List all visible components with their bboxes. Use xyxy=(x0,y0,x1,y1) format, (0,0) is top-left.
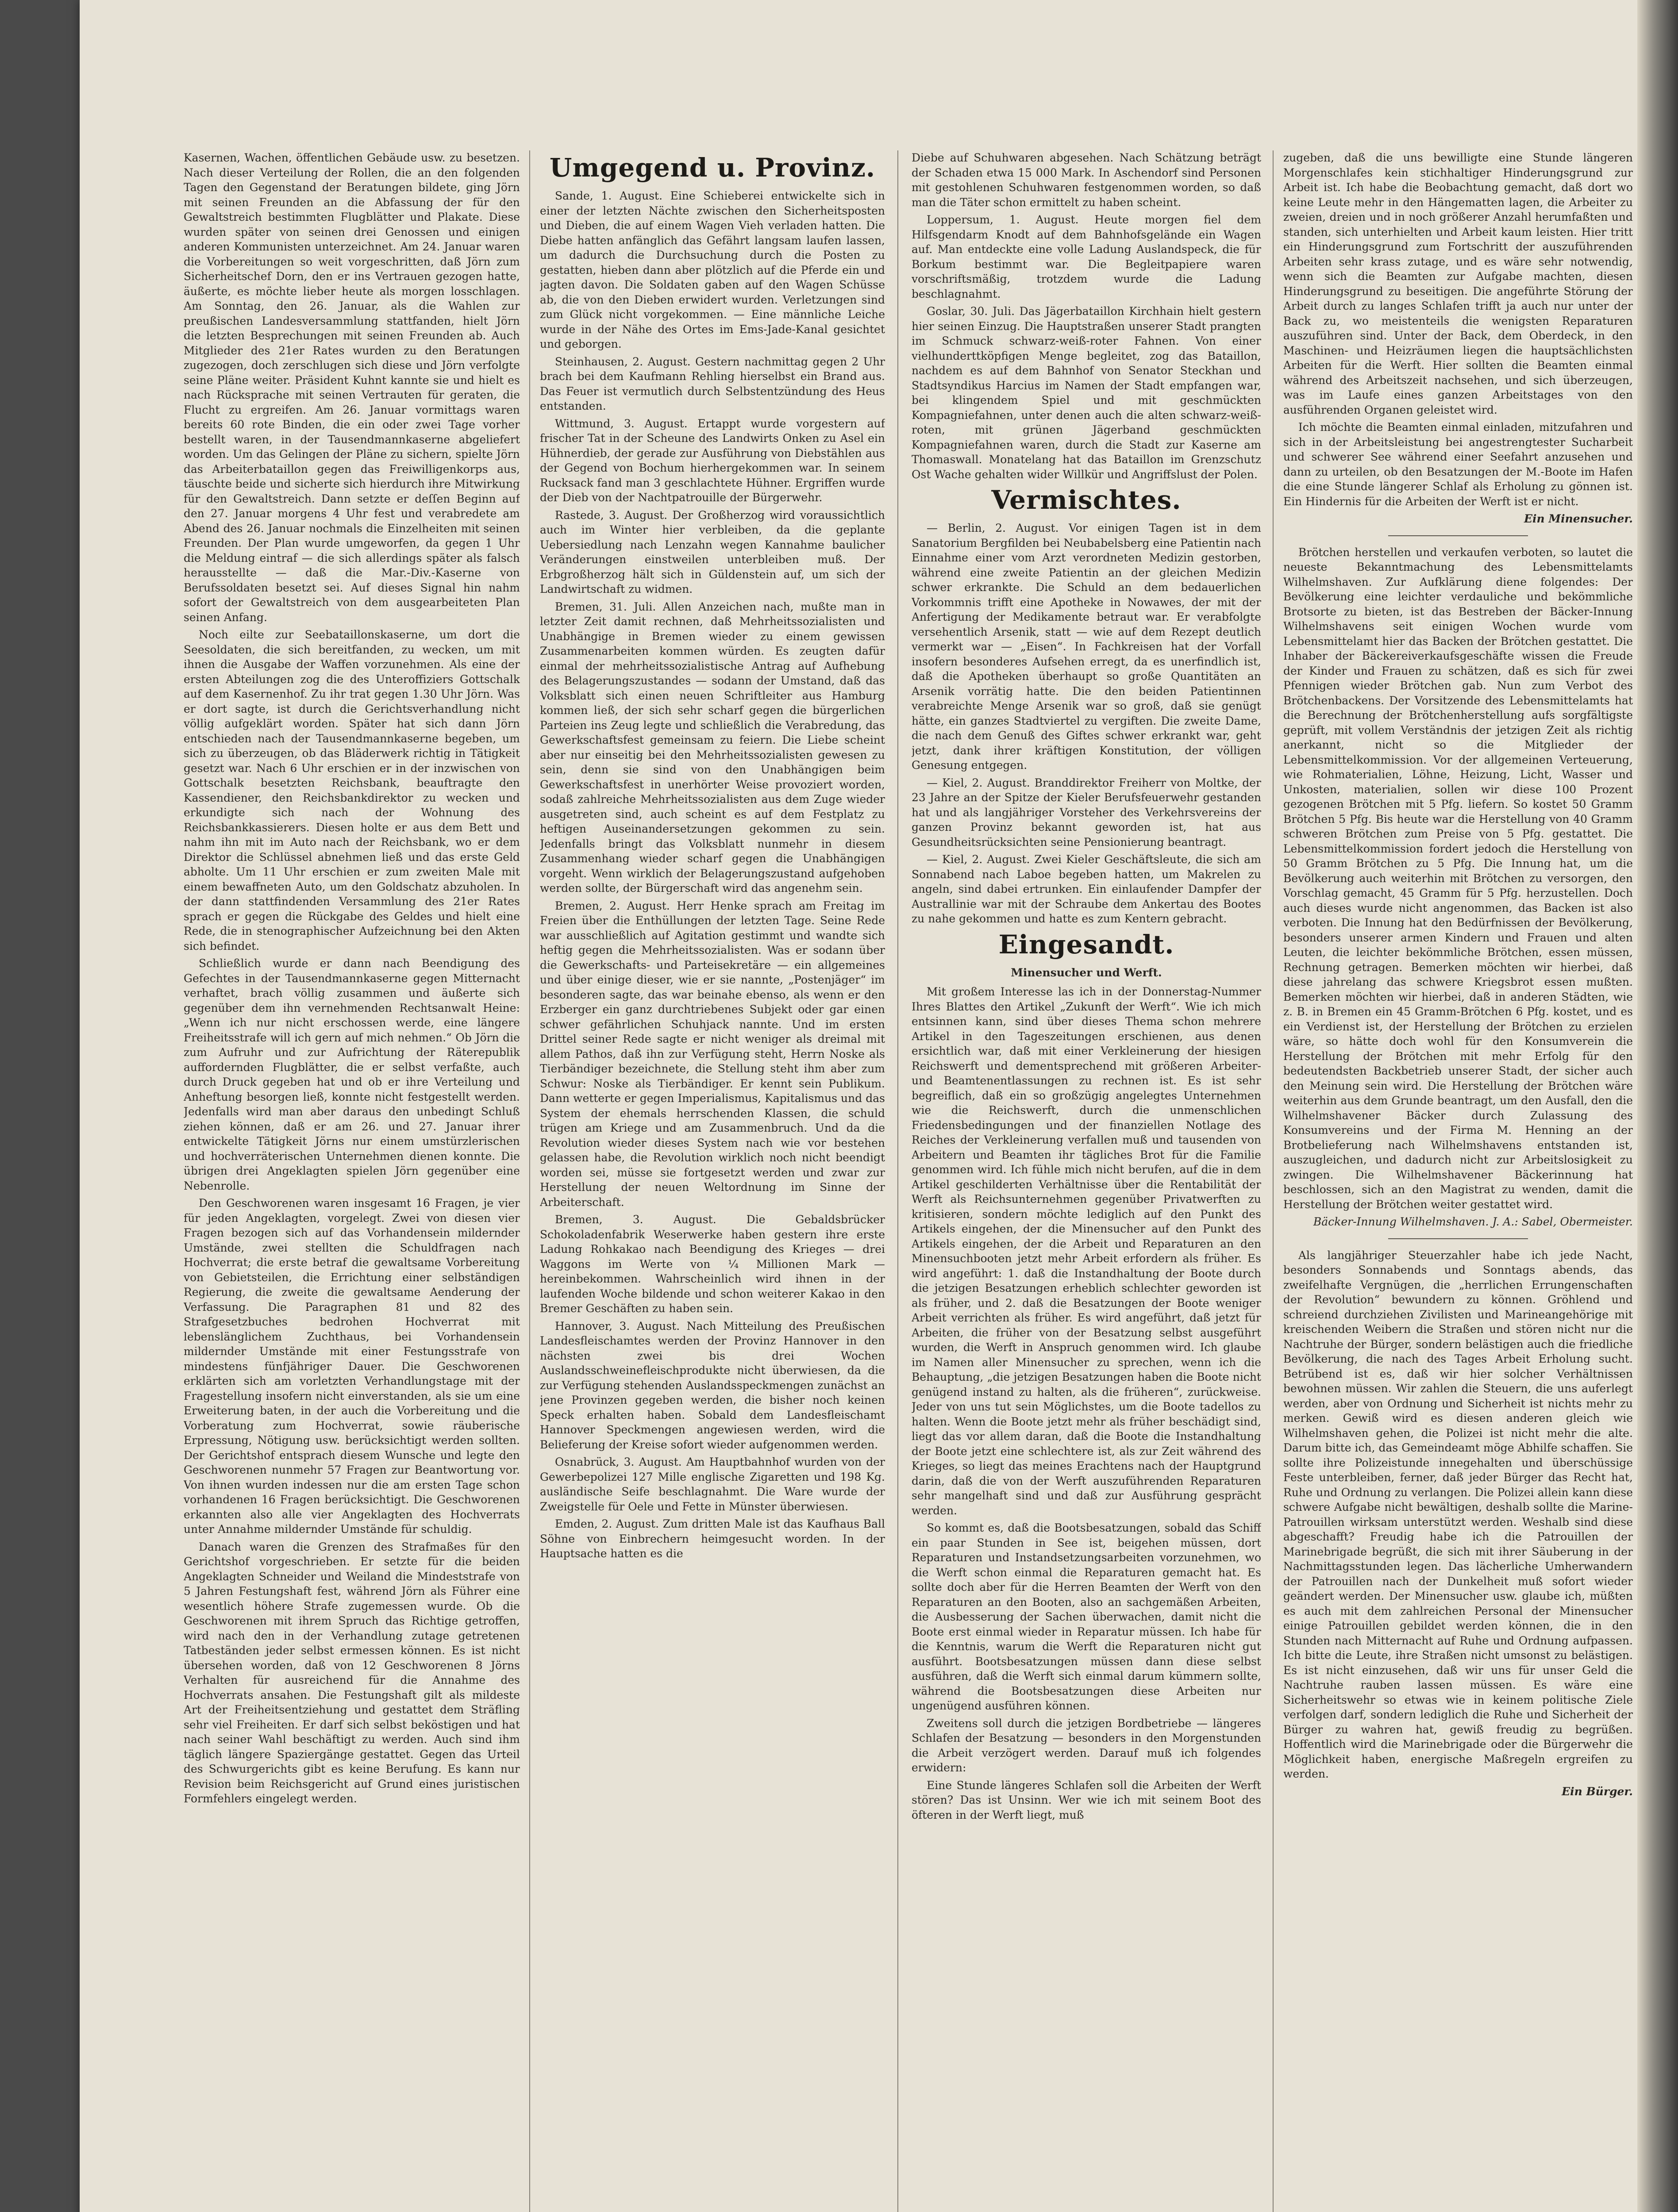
letter-paragraph: zugeben, daß die uns bewilligte eine Stunde längeren Morgenschlafes kein stichhaltiger Hinderungsgrund zur Arbeit ist. Ich habe die Beobachtung gemacht, daß dort wo keine Leute mehr in den Hängematten lagen, die Arbeiter zu zweien, dreien und in noch größerer Anzahl herumfaßten und standen, sich unterhielten und Arbeit kaum leisten. Hier tritt ein Hinderungsgrund zum Fortschritt der auszuführenden Arbeiten sehr krass zutage, und es wäre sehr notwendig, wenn sich die Beamten zur Aufgabe machten, diesen Hinderungsgrund zu beseitigen. Die angeführte Störung der Arbeit durch zu langes Schlafen trifft ja auch nur unter der Back zu, wo meistenteils die wenigsten Reparaturen auszuführen sind. Unter der Back, dem Oberdeck, in den Maschinen- und Heizräumen liegen die hauptsächlichsten Arbeiten für die Werft. Hier sollten die Beamten einmal während des Arbeitszeit nachsehen, und sich überzeugen, was im Laufe eines ganzen Arbeitstages von den ausführenden Organen geleistet wird. xyxy=(1283,151,1633,416)
column-1 xyxy=(184,150,520,2212)
article-paragraph: Kasernen, Wachen, öffentlichen Gebäude usw. zu besetzen. Nach dieser Verteilung der Rollen, die an den folgenden Tagen den Gegenstand der Beratungen bildete, ging Jörn mit seinen Freunden an die Abfassung der für den Gewaltstreich bestimmten Flugblätter und Plakate. Diese wurden später von seinen drei Genossen und einigen anderen Kommunisten unterzeichnet. Am 24. Januar waren die Vorbereitungen so weit vorgeschritten, daß Jörn zum Sicherheitschef Dorn, den er ins Vertrauen gezogen hatte, äußerte, es möchte lieber heute als morgen losschlagen. Am Sonntag, den 26. Januar, als die Wahlen zur preußischen Landesversammlung stattfanden, hielt Jörn die letzten Besprechungen mit seinen Freunden ab. Auch Mitglieder des 21er Rates wurden zu den Beratungen zugezogen, doch zerschlugen sich diese und Jörn verfolgte seine Pläne weiter. Präsident Kuhnt kannte sie und hielt es nach Rücksprache mit seinen Vertrauten für geraten, die Flucht zu ergreifen. Am 26. Januar vormittags waren bereits 60 rote Binden, die ein oder zwei Tage vorher bestellt waren, in der Tausendmannkaserne abgeliefert worden. Um das Gelingen der Pläne zu sichern, spielte Jörn das Arbeiterbataillon gegen das Freiwilligenkorps aus, täuschte beide und sicherte sich hierdurch ihre Mitwirkung für den Gewaltstreich. Dann setzte er deſſen Beginn auf den 27. Januar morgens 4 Uhr fest und verabredete am Abend des 26. Januar nochmals die Einzelheiten mit seinen Freunden. Der Plan wurde umgeworfen, da gegen 1 Uhr die Meldung eintraf — die sich allerdings später als falsch herausstellte — daß die Mar.-Div.-Kaserne von Berufssoldaten besetzt sei. Auf dieses Signal hin nahm sofort der Gewaltstreich von dem ausgearbeiteten Plan seinen Anfang. xyxy=(184,151,520,624)
news-item: Bremen, 2. August. Herr Henke sprach am Freitag im Freien über die Enthüllungen der letzten Tage. Seine Rede war ausschließlich auf Agitation gestimmt und wandte sich heftig gegen die Mehrheitssozialisten. Was er sodann über die Gewerkschafts- und Parteisekretäre — ein allgemeines und über einige dieser, wie er sie nannte, „Postenjäger“ im besonderen sagte, das war beinahe ebenso, als wenn er den Erzberger ein ganz durchtriebenes Subjekt oder gar einen schwer gefährlichen Schuhjack nannte. Und im ersten Drittel seiner Rede sagte er nicht weniger als dreimal mit allem Pathos, daß ihn zur Verfügung steht, Herrn Noske als Tierbändiger bezeichnete, die Stellung steht ihm aber zum Schwur: Noske als Tierbändiger. Er kennt sein Publikum. Dann wetterte er gegen Imperialismus, Kapitalismus und das System der ehemals herrschenden Klassen, die schuld trügen am Kriege und am Zusammenbruch. Und da die Revolution wieder dieses System nach wie vor bestehen gelassen habe, die Revolution wirklich noch nicht beendigt worden sei, müsse sie fortgesetzt werden und zwar zur Herstellung der neuen Weltordnung im Sinne der Arbeiterschaft. xyxy=(540,899,885,1209)
article-paragraph: Schließlich wurde er dann nach Beendigung des Gefechtes in der Tausendmannkaserne gegen Mitternacht verhaftet, brach völlig zusammen und äußerte sich gegenüber dem ihn vernehmenden Rechtsanwalt Heine: „Wenn ich nur nicht erschossen werde, eine längere Freiheitsstrafe will ich gern auf mich nehmen.“ Ob Jörn die zum Aufruhr und zur Aufrichtung der Räterepublik auffordernden Flugblätter, die er selbst verfaßte, auch durch Druck gegeben hat und ob er ihre Verteilung und Anheftung besorgen ließ, konnte nicht festgestellt werden. Jedenfalls wird man aber daraus den unbedingt Schluß ziehen können, daß er am 26. und 27. Januar ihrer entwickelte Tätigkeit Jörns nur einem umstürzlerischen und hochverräterischen Unternehmen dienen konnte. Die übrigen drei Angeklagten spielen Jörn gegenüber eine Nebenrolle. xyxy=(184,957,520,1192)
article-paragraph: Den Geschworenen waren insgesamt 16 Fragen, je vier für jeden Angeklagten, vorgelegt. Zwei von diesen vier Fragen bezogen sich auf das Vorhandensein mildernder Umstände, zwei stellten die Schuldfragen nach Hochverrat; die erste betraf die gewaltsame Vorbereitung von Gebietsteilen, die Errichtung einer selbständigen Regierung, die zweite die gewaltsame Aenderung der Verfassung. Die Paragraphen 81 und 82 des Strafgesetzbuches bedrohen Hochverrat mit lebenslänglichem Zuchthaus, bei Vorhandensein mildernder Umstände mit einer Festungsstrafe von mindestens fünfjähriger Dauer. Die Geschworenen erklärten sich am vorletzten Verhandlungstage mit der Fragestellung insofern nicht einverstanden, als sie um eine Erweiterung baten, in der auch die Vorbereitung und die Vorberatung zum Hochverrat, sowie räuberische Erpressung, Nötigung usw. berücksichtigt werden sollten. Der Gerichtshof entsprach diesem Wunsche und legte den Geschworenen nunmehr 57 Fragen zur Beantwortung vor. Von ihnen wurden indessen nur die am ersten Tage schon vorhandenen 16 Fragen berücksichtigt. Die Geschworenen erkannten also alle vier Angeklagten des Hochverrats unter Annahme mildernder Umstände für schuldig. xyxy=(184,1197,520,1536)
news-item: — Kiel, 2. August. Zwei Kieler Geschäftsleute, die sich am Sonnabend nach Laboe begeben hatten, um Makrelen zu angeln, sind dabei ertrunken. Ein einlaufender Dampfer der Australlinie war mit der Schraube dem Ankertau des Bootes zu nahe gekommen und hatte es zum Kentern gebracht. xyxy=(912,853,1261,925)
news-item: Goslar, 30. Juli. Das Jägerbataillon Kirchhain hielt gestern hier seinen Einzug. Die Hauptstraßen unserer Stadt prangten im Schmuck schwarz-weiß-roter Fahnen. Von einer vielhunderttköpfigen Menge begleitet, zog das Bataillon, nachdem es auf dem Bahnhof von Senator Steckhan und Stadtsyndikus Harcius im Namen der Stadt empfangen war, bei klingendem Spiel und mit geschmückten Kompagniefahnen, unter denen auch die alten schwarz-weiß-roten, mit grünen Jägerband geschmückten Kompagniefahnen waren, durch die Stadt zur Kaserne am Thomaswall. Monatelang hat das Bataillon im Grenzschutz Ost Wache gehalten wider Willkür und Angriffslust der Polen. xyxy=(912,305,1261,481)
page-edge xyxy=(1637,0,1678,2212)
news-item: Bremen, 3. August. Die Gebaldsbrücker Schokoladenfabrik Weserwerke haben gestern ihre erste Ladung Rohkakao nach Beendigung des Krieges — drei Waggons im Werte von ¼ Millionen Mark — hereinbekommen. Wahrscheinlich wird ihnen in der laufenden Woche bildende und schon weiterer Kakao in den Bremer Geschäften zu haben sein. xyxy=(540,1213,885,1315)
letter-paragraph: Mit großem Interesse las ich in der Donnerstag-Nummer Ihres Blattes den Artikel „Zukunft der Werft“. Wie ich mich entsinnen kann, sind über dieses Thema schon mehrere Artikel in den Tageszeitungen erschienen, aus denen ersichtlich war, daß mit einer Verkleinerung der hiesigen Reichswerft und dementsprechend mit größeren Arbeiter- und Beamtenentlassungen zu rechnen ist. Es ist sehr begreiflich, daß ein so großzügig angelegtes Unternehmen wie die Reichswerft, durch die unmenschlichen Friedensbedingungen und der finanziellen Notlage des Reiches der Verkleinerung verfallen muß und tausenden von Arbeitern und Beamten ihr tägliches Brot für die Familie genommen wird. Ich fühle mich nicht berufen, auf die in dem Artikel geschilderten Verhältnisse über die Rentabilität der Werft als Reichsunternehmen gegenüber Privatwerften zu kritisieren, sondern möchte lediglich auf den Punkt des Artikels eingehen, der die Minensucher auf den Punkt des Artikels eingehen, der die Arbeit und Reparaturen an den Minensuchbooten jetzt mehr Arbeit erfordern als früher. Es wird angeführt: 1. daß die Instandhaltung der Boote durch die jetzigen Besatzungen erheblich schlechter geworden ist als früher, und 2. daß die Besatzungen der Boote weniger Arbeit verrichten als früher. Es wird angeführt, daß jetzt für Arbeiten, die früher von der Besatzung selbst ausgeführt wurden, die Werft in Anspruch genommen wird. Ich glaube im Namen aller Minensucher zu sprechen, wenn ich die Behauptung, „die jetzigen Besatzungen haben die Boote nicht genügend instand zu halten, als die früheren“, zurückweise. Jeder von uns tut sein Möglichstes, um die Boote tadellos zu halten. Wenn die Boote jetzt mehr als früher beschädigt sind, liegt das vor allem daran, daß die Boote die Instandhaltung der Boote jetzt eine schlechtere ist, als zur Zeit während des Krieges, so liegt das meines Erachtens nach der Hauptgrund darin, daß die von der Werft auszuführenden Reparaturen sehr mangelhaft sind und daß zur Ausführung gesprächt werden. xyxy=(912,985,1261,1517)
news-item: Osnabrück, 3. August. Am Hauptbahnhof wurden von der Gewerbepolizei 127 Mille englische Zigaretten und 198 Kg. ausländische Seife beschlagnahmt. Die Ware wurde der Zweigstelle für Oele und Fette in Münster überwiesen. xyxy=(540,1455,885,1513)
letter-paragraph: Zweitens soll durch die jetzigen Bordbetriebe — längeres Schlafen der Besatzung — besonders in den Morgenstunden die Arbeit verzögert werden. Darauf muß ich folgendes erwidern: xyxy=(912,1717,1261,1774)
letter-paragraph: Als langjähriger Steuerzahler habe ich jede Nacht, besonders Sonnabends und Sonntags abends, das zweifelhafte Vergnügen, die „herrlichen Errungenschaften der Revolution“ bewundern zu können. Gröhlend und schreiend durchziehen Zivilisten und Marineangehörige mit kreischenden Weibern die Straßen und stören nicht nur die Nachtruhe der Bürger, sondern belästigen auch die friedliche Bevölkerung, die nach des Tages Arbeit Erholung sucht. Betrübend ist es, daß wir hier solcher Verhältnissen bewohnen müssen. Wir zahlen die Steuern, die uns auferlegt werden, aber von Ordnung und Sicherheit ist nichts mehr zu merken. Gewiß wird es diesen anderen gleich wie Wilhelmshaven gehen, die Polizei ist nicht mehr die alte. Darum bitte ich, das Gemeindeamt möge Abhilfe schaffen. Sie sollte ihre Polizeistunde innegehalten und überschüssige Feste unterbleiben, ferner, daß jeder Bürger das Recht hat, Ruhe und Ordnung zu verlangen. Die Polizei allein kann diese schwere Aufgabe nicht bewältigen, deshalb sollte die Marine-Patrouillen wirksam unterstützt werden. Weshalb sind diese abgeschafft? Freudig habe ich die Patrouillen der Marinebrigade begrüßt, die sich mit ihrer Säuberung in der Nachmittagsstunden legen. Das lächerliche Umherwandern der Patrouillen nach der Dunkelheit muß sofort wieder geändert werden. Der Minensucher usw. glaube ich, müßten es auch mit dem zahlreichen Personal der Minensucher einige Patrouillen gebildet werden können, die in den Stunden nach Mitternacht auf Ruhe und Ordnung aufpassen. Ich bitte die Leute, ihre Straßen nicht umsonst zu belästigen. Es ist nicht einzusehen, daß wir uns für unser Geld die Nachtruhe rauben lassen müssen. Es wäre eine Sicherheitswehr so etwas wie in keinem politische Ziele verfolgen darf, sondern lediglich die Ruhe und Sicherheit der Bürger zu wahren hat, gewiß freudig zu begrüßen. Hoffentlich wird die Marinebrigade oder die Bürgerwehr die Möglichkeit haben, energische Maßregeln ergreifen zu werden. xyxy=(1283,1248,1633,1780)
news-item: Diebe auf Schuhwaren abgesehen. Nach Schätzung beträgt der Schaden etwa 15 000 Mark. In Aschendorf sind Personen mit gestohlenen Schuhwaren festgenommen worden, so daß man die Täter schon ermittelt zu haben scheint. xyxy=(912,151,1261,209)
news-item: Rastede, 3. August. Der Großherzog wird voraussichtlich auch im Winter hier verbleiben, da die geplante Uebersiedlung nach Lenzahn wegen Kannahme baulicher Veränderungen einstweilen unterbleiben muß. Der Erbgroßherzog hält sich in Güldenstein auf, um sich der Landwirtschaft zu widmen. xyxy=(540,508,885,595)
news-item: Emden, 2. August. Zum dritten Male ist das Kaufhaus Ball Söhne von Einbrechern heimgesucht worden. In der Hauptsache hatten es die xyxy=(540,1517,885,1560)
letter-paragraph: Brötchen herstellen und verkaufen verboten, so lautet die neueste Bekanntmachung des Lebensmittelamts Wilhelmshaven. Zur Aufklärung diene folgendes: Der Bevölkerung eine leichter verdauliche und bekömmliche Brotsorte zu bieten, ist das Bestreben der Bäcker-Innung Wilhelmshavens seit einigen Wochen wurde vom Lebensmittelamt hier das Backen der Brötchen gestattet. Die Inhaber der Bäckereiverkaufsgeschäfte wissen die Freude der Kinder und Frauen zu schätzen, daß es sich für zwei Pfennigen wieder Brötchen gab. Nun zum Verbot des Brötchenbackens. Der Vorsitzende des Lebensmittelamts hat die Berechnung der Brötchenherstellung aufs sorgfältigste geprüft, mit vollem Verständnis der jetzigen Zeit als richtig anerkannt, nicht so die Mitglieder der Lebensmittelkommission. Vor der allgemeinen Verteuerung, wie Rohmaterialien, Löhne, Heizung, Licht, Wasser und Unkosten, materialien, sollen wir diese 100 Prozent gezogenen Brötchen mit 5 Pfg. liefern. So kostet 50 Gramm Brötchen 5 Pfg. Bis heute war die Herstellung von 40 Gramm schweren Brötchen zum Preise von 5 Pfg. gestattet. Die Lebensmittelkommission fordert jedoch die Herstellung von 50 Gramm Brötchen zu 5 Pfg. Die Innung hat, um die Bevölkerung auch weiterhin mit Brötchen zu versorgen, den Vorschlag gemacht, 45 Gramm für 5 Pfg. herzustellen. Doch auch dieses wurde nicht angenommen, das Backen ist also verboten. Die Innung hat den Bedürfnissen der Bevölkerung, besonders unserer armen Kindern und Frauen und alten Leuten, die leichter bekömmliche Brötchen, essen müssen, Rechnung getragen. Bemerken möchten wir hierbei, daß diese jahrelang das schwere Kriegsbrot essen mußten. Bemerken möchten wir hierbei, daß in anderen Städten, wie z. B. in Bremen ein 45 Gramm-Brötchen 6 Pfg. kostet, und es ein Verdienst ist, der Herstellung der Brötchen zu erzielen wäre, so hätte doch wohl für den Konsumverein die Herstellung der Brötchen mit mehr Erfolg für den bedeutendsten Backbetrieb unserer Stadt, der sicher auch den Meinung sein wird. Die Herstellung der Brötchen wäre weiterhin aus dem Grunde beantragt, um den Ausfall, den die Wilhelmshavener Bäcker durch Zulassung des Konsumvereins und der Firma M. Henning an der Brotbelieferung nach Wilhelmshavens entstanden ist, auszugleichen, und dadurch nicht zur Arbeitslosigkeit zu zwingen. Die Wilhelmshavener Bäckerinnung hat beschlossen, sich an den Magistrat zu wenden, damit die Herstellung der Brötchen weiter gestattet wird. xyxy=(1283,545,1633,1211)
article-paragraph: Danach waren die Grenzen des Strafmaßes für den Gerichtshof vorgeschrieben. Er setzte für die beiden Angeklagten Schneider und Weiland die Mindeststrafe von 5 Jahren Festungshaft fest, während Jörn als Führer eine wesentlich höhere Strafe zugemessen wurde. Ob die Geschworenen mit ihrem Spruch das Richtige getroffen, wird nach den in der Verhandlung zutage getretenen Tatbeständen jeder selbst ermessen können. Es ist nicht übersehen worden, daß von 12 Geschworenen 8 Jörns Verhalten für ausreichend für die Annahme des Hochverrats ansahen. Die Festungshaft gilt als mildeste Art der Freiheitsentziehung und gestattet dem Sträfling sehr viel Freiheiten. Er darf sich selbst beköstigen und hat nach seiner Wahl beschäftigt zu werden. Auch sind ihm täglich längere Spaziergänge gestattet. Gegen das Urteil des Schwurgerichts gibt es keine Berufung. Es kann nur Revision beim Reichsgericht auf Grund eines juristischen Formfehlers eingelegt werden. xyxy=(184,1540,520,1805)
divider xyxy=(1388,535,1528,536)
column-rule xyxy=(529,150,530,2212)
section-heading-umgegend: Umgegend u. Provinz. xyxy=(549,153,876,183)
news-item: Sande, 1. August. Eine Schieberei entwickelte sich in einer der letzten Nächte zwischen den Sicherheitsposten und Dieben, die auf einem Wagen Vieh verladen hatten. Die Diebe hatten anfänglich das Gefährt langsam laufen lassen, um dadurch die Durchsuchung durch die Posten zu gestatten, hieben dann aber plötzlich auf die Pferde ein und jagten davon. Die Soldaten gaben auf den Wagen Schüsse ab, die von den Dieben erwidert wurden. Verletzungen sind zum Glück nicht vorgekommen. — Eine männliche Leiche wurde in der Nähe des Ortes im Ems-Jade-Kanal gesichtet und geborgen. xyxy=(540,189,885,350)
article-paragraph: Noch eilte zur Seebataillonskaserne, um dort die Seesoldaten, die sich bereitfanden, zu wecken, um mit ihnen die Ausgabe der Waffen vorzunehmen. Als eine der ersten Abteilungen zog die des Unteroffiziers Gottschalk auf dem Kasernenhof. Zu ihr trat gegen 1.30 Uhr Jörn. Was er dort sagte, ist durch die Gerichtsverhandlung nicht völlig aufgeklärt worden. Später hat sich dann Jörn entschieden nach der Tausendmannkaserne begeben, um sich zu überzeugen, ob das Bläderwerk richtig in Tätigkeit gesetzt war. Nach 6 Uhr erschien er in der inzwischen von Gottschalk besetzten Reichsbank, beauftragte den Kassendiener, den Reichsbankdirektor zu wecken und erkundigte sich nach der Wohnung des Reichsbankkassierers. Diesen holte er aus dem Bett und nahm ihn mit im Auto nach der Reichsbank, wo er dem Direktor die Schlüssel abnehmen ließ und das erste Geld abholte. Um 11 Uhr erschien er zum zweiten Male mit einem bewaffneten Auto, um den Goldschatz abzuholen. In der dann stattfindenden Versammlung des 21er Rates sprach er gegen die Rückgabe des Geldes und hielt eine Rede, die in stenographischer Aufzeichnung bei den Akten sich befindet. xyxy=(184,628,520,952)
news-item: — Kiel, 2. August. Branddirektor Freiherr von Moltke, der 23 Jahre an der Spitze der Kieler Berufsfeuerwehr gestanden hat und als langjähriger Vorsteher des Verkehrsvereins der ganzen Provinz bekannt geworden ist, hat aus Gesundheitsrücksichten seine Pensionierung beantragt. xyxy=(912,776,1261,849)
column-rule xyxy=(897,150,898,2212)
news-item: — Berlin, 2. August. Vor einigen Tagen ist in dem Sanatorium Bergfilden bei Neubabelsberg eine Patientin nach Einnahme einer vom Arzt verordneten Medizin gestorben, während eine zweite Patientin an der gleichen Medizin schwer erkrankte. Die Schuld an dem bedauerlichen Vorkommnis trifft eine Apotheke in Nowawes, der mit der Anfertigung der Medikamente betraut war. Er verabfolgte versehentlich Arsenik, statt — wie auf dem Rezept deutlich vermerkt war — „Eisen“. In Fachkreisen hat der Vorfall insofern besonderes Aufsehen erregt, da es unerfindlich ist, daß die Apotheken überhaupt so große Quantitäten an Arsenik vorrätig hatte. Die den beiden Patientinnen verabreichte Menge Arsenik war so groß, daß sie genügt hätte, ein ganzes Stadtviertel zu vergiften. Die zweite Dame, die nach dem Genuß des Giftes schwer erkrankt war, geht jetzt, dank ihrer kräftigen Konstitution, der völligen Genesung entgegen. xyxy=(912,522,1261,772)
column-rule xyxy=(1273,150,1274,2212)
letter-signature: Ein Minensucher. xyxy=(1524,512,1633,525)
column-2 xyxy=(540,150,885,2212)
letter-paragraph: Eine Stunde längeres Schlafen soll die Arbeiten der Werft stören? Das ist Unsinn. Wer wie ich mit seinem Boot des öfteren in der Werft liegt, muß xyxy=(912,1778,1261,1821)
news-item: Bremen, 31. Juli. Allen Anzeichen nach, mußte man in letzter Zeit damit rechnen, daß Mehrheitssozialisten und Unabhängige in Bremen wieder zu einem gewissen Zusammenarbeiten kommen würden. Es zeugten dafür einmal der mehrheitssozialistische Antrag auf Aufhebung des Belagerungszustandes — sodann der Umstand, daß das Volksblatt sich einen neuen Schriftleiter aus Hamburg kommen ließ, der sich sehr scharf gegen die bürgerlichen Parteien ins Zeug legte und schließlich die Verabredung, das Gewerkschaftsfest gemeinsam zu feiern. Die Liebe scheint aber nur einseitig bei den Mehrheitssozialisten gewesen zu sein, denn sie sind von den Unabhängigen beim Gewerkschaftsfest in unerhörter Weise provoziert worden, sodaß zahlreiche Mehrheitssozialisten aus dem Zuge wieder ausgetreten sind, auch scheint es auf dem Festplatz zu heftigen Auseinandersetzungen gekommen zu sein. Jedenfalls bringt das Volksblatt nunmehr in diesem Zusammenhang wieder scharf gegen die Unabhängigen vorgeht. Wenn wirklich der Belagerungszustand aufgehoben werden sollte, der Bürgerschaft wird das angenehm sein. xyxy=(540,600,885,895)
news-item: Wittmund, 3. August. Ertappt wurde vorgestern auf frischer Tat in der Scheune des Landwirts Onken zu Asel ein Hühnerdieb, der gerade zur Ausführung von Diebstählen aus der Gegend von Bochum hierhergekommen war. In seinem Rucksack fand man 3 geschlachtete Hühner. Ergriffen wurde der Dieb von der Nachtpatrouille der Bürgerwehr. xyxy=(540,417,885,504)
letter-signature: Ein Bürger. xyxy=(1562,1785,1633,1798)
section-heading-vermischtes: Vermischtes. xyxy=(991,485,1182,515)
news-item: Hannover, 3. August. Nach Mitteilung des Preußischen Landesfleischamtes werden der Provinz Hannover in den nächsten zwei bis drei Wochen Auslandsschweinefleischprodukte nicht überwiesen, da die zur Verfügung stehenden Auslandsspeckmengen zunächst an jene Provinzen gegeben werden, die bisher noch keinen Speck erhalten haben. Sobald dem Landesfleischamt Hannover Speckmengen angewiesen werden, wird die Belieferung der Kreise sofort wieder aufgenommen werden. xyxy=(540,1319,885,1451)
letter-paragraph: Ich möchte die Beamten einmal einladen, mitzufahren und sich in der Arbeitsleistung bei angestrengtester Sucharbeit und schwerer See während einer Seefahrt anzusehen und dann zu urteilen, ob den Besatzungen der M.-Boote im Hafen die eine Stunde längerer Schlaf als Erholung zu gönnen ist. Ein Hindernis für die Arbeiten der Werft ist er nicht. xyxy=(1283,421,1633,508)
news-item: Loppersum, 1. August. Heute morgen fiel dem Hilfsgendarm Knodt auf dem Bahnhofsgelände ein Wagen auf. Man entdeckte eine volle Ladung Auslandspeck, die für Borkum bestimmt war. Die Begleitpapiere waren vorschriftsmäßig, trotzdem wurde die Ladung beschlagnahmt. xyxy=(912,213,1261,300)
news-item: Steinhausen, 2. August. Gestern nachmittag gegen 2 Uhr brach bei dem Kaufmann Rehling hierselbst ein Brand aus. Das Feuer ist vermutlich durch Selbstentzündung des Heus entstanden. xyxy=(540,355,885,412)
column-4 xyxy=(1283,150,1633,2212)
letter-subheading: Minensucher und Werft. xyxy=(1011,966,1162,979)
column-3 xyxy=(912,150,1261,2212)
divider xyxy=(1388,1238,1528,1239)
letter-paragraph: So kommt es, daß die Bootsbesatzungen, sobald das Schiff ein paar Stunden in See ist, beigehen müssen, dort Reparaturen und Instandsetzungsarbeiten vorzunehmen, wo die Werft schon einmal die Reparaturen gemacht hat. Es sollte doch aber für die Herren Beamten der Werft von den Reparaturen an den Booten, also an sachgemäßen Arbeiten, die Ausbesserung der Sachen überwachen, damit nicht die Boote erst einmal wieder in Reparatur müssen. Ich habe für die Kenntnis, warum die Werft die Reparaturen nicht gut ausführt. Bootsbesatzungen müssen dann diese selbst ausführen, daß die Werft sich einmal darum kümmern sollte, während die Bootsbesatzungen diese Arbeiten nur ungenügend ausführen können. xyxy=(912,1521,1261,1712)
section-heading-eingesandt: Eingesandt. xyxy=(998,929,1174,960)
letter-signature: Bäcker-Innung Wilhelmshaven. J. A.: Sabel, Obermeister. xyxy=(1313,1215,1633,1228)
